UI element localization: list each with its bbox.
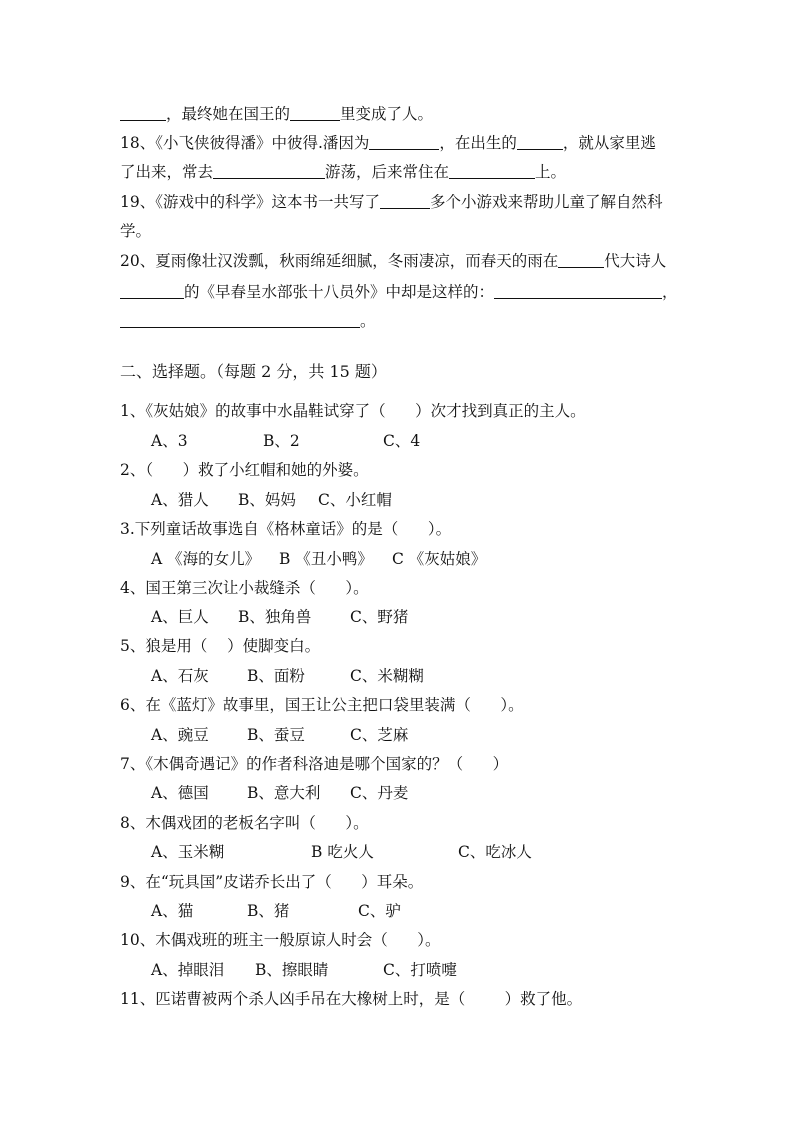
q18-line1: 18、《小飞侠彼得潘》中彼得.潘因为 ，在出生的 ，就从家里逃 — [120, 134, 656, 152]
answer-blank[interactable] — [380, 193, 430, 209]
q20-line2: 的《早春呈水部张十八员外》中却是这样的： ， — [120, 282, 678, 302]
q20-line1: 20、夏雨像壮汉泼瓢，秋雨绵延细腻，冬雨凄凉，而春天的雨在 代大诗人 — [120, 252, 667, 270]
option-a[interactable]: A、石灰 — [151, 667, 209, 685]
option-c[interactable]: C、米糊糊 — [350, 667, 424, 685]
option-c[interactable]: C、野猪 — [350, 608, 409, 626]
option-c[interactable]: C、打喷嚏 — [383, 961, 457, 979]
option-a[interactable]: A、3 — [151, 432, 188, 450]
option-b[interactable]: B、蚕豆 — [247, 726, 305, 744]
option-a[interactable]: A、猫 — [151, 902, 194, 920]
option-b[interactable]: B、意大利 — [247, 784, 321, 802]
question-stem: 10、木偶戏班的班主一般原谅人时会（ ）。 — [120, 931, 441, 949]
answer-blank[interactable] — [120, 105, 166, 121]
answer-blank[interactable] — [449, 163, 535, 179]
option-c[interactable]: C、芝麻 — [350, 726, 409, 744]
q18-line2: 了出来，常去 游荡，后来常住在 上。 — [120, 163, 567, 181]
answer-blank[interactable] — [290, 105, 340, 121]
question-stem: 9、在“玩具国”皮诺乔长出了（ ）耳朵。 — [120, 873, 424, 891]
question-stem: 2、（ ）救了小红帽和她的外婆。 — [120, 461, 369, 479]
option-a[interactable]: A、玉米糊 — [151, 843, 225, 861]
question-stem: 11、匹诺曹被两个杀人凶手吊在大橡树上时，是（ ）救了他。 — [120, 990, 583, 1008]
answer-blank[interactable] — [120, 283, 184, 299]
option-c[interactable]: C、驴 — [358, 902, 401, 920]
option-b[interactable]: B、妈妈 — [238, 491, 296, 509]
q19-line1: 19、《游戏中的科学》这本书一共写了 多个小游戏来帮助儿童了解自然科 — [120, 193, 663, 211]
question-stem: 5、狼是用（ ）使脚变白。 — [120, 637, 321, 655]
option-c[interactable]: C、4 — [383, 432, 421, 450]
answer-blank[interactable] — [120, 312, 360, 328]
option-a[interactable]: A、猎人 — [151, 491, 209, 509]
q19-line2: 学。 — [120, 222, 152, 240]
option-a[interactable]: A、巨人 — [151, 608, 209, 626]
answer-blank[interactable] — [494, 283, 662, 299]
option-b[interactable]: B、擦眼睛 — [255, 961, 329, 979]
answer-blank[interactable] — [213, 163, 325, 179]
answer-blank[interactable] — [369, 134, 439, 150]
option-c[interactable]: C、吃冰人 — [458, 843, 532, 861]
q20-line3: 。 — [120, 311, 376, 331]
answer-blank[interactable] — [517, 134, 563, 150]
question-stem: 6、在《蓝灯》故事里，国王让公主把口袋里装满（ ）。 — [120, 696, 524, 714]
section-title-choice: 二、选择题。（每题 2 分，共 15 题） — [120, 362, 387, 381]
option-a[interactable]: A、德国 — [151, 784, 209, 802]
question-stem: 8、木偶戏团的老板名字叫（ ）。 — [120, 814, 369, 832]
answer-blank[interactable] — [558, 252, 604, 268]
question-stem: 3.下列童话故事选自《格林童话》的是（ ）。 — [120, 520, 452, 538]
q17-tail: ，最终她在国王的 里变成了人。 — [120, 104, 433, 124]
option-c[interactable]: C、丹麦 — [350, 784, 409, 802]
option-a[interactable]: A、掉眼泪 — [151, 961, 225, 979]
question-stem: 7、《木偶奇遇记》的作者科洛迪是哪个国家的？（ ） — [120, 755, 509, 773]
option-c[interactable]: C、小红帽 — [318, 491, 392, 509]
option-a[interactable]: A、豌豆 — [151, 726, 209, 744]
question-stem: 4、国王第三次让小裁缝杀（ ）。 — [120, 579, 369, 597]
option-c[interactable]: C 《灰姑娘》 — [392, 550, 487, 568]
option-b[interactable]: B 吃火人 — [311, 843, 374, 861]
option-b[interactable]: B 《丑小鸭》 — [279, 550, 373, 568]
option-b[interactable]: B、2 — [263, 432, 300, 450]
option-b[interactable]: B、猪 — [247, 902, 290, 920]
option-a[interactable]: A 《海的女儿》 — [151, 550, 261, 568]
question-stem: 1、《灰姑娘》的故事中水晶鞋试穿了（ ）次才找到真正的主人。 — [120, 402, 586, 420]
option-b[interactable]: B、面粉 — [247, 667, 305, 685]
option-b[interactable]: B、独角兽 — [238, 608, 312, 626]
